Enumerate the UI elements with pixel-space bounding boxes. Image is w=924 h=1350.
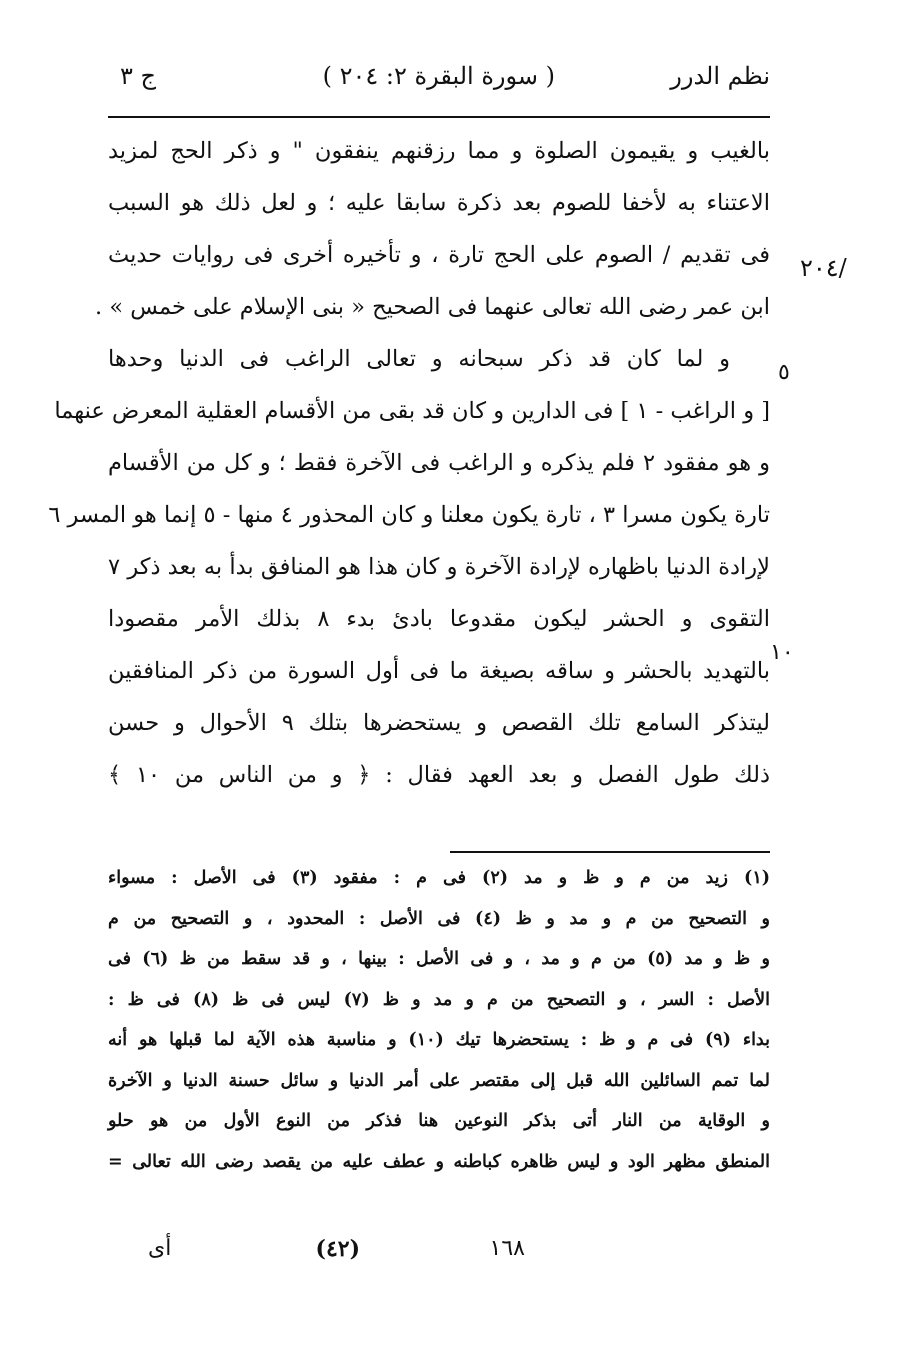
surah-reference: ( سورة البقرة ٢: ٢٠٤ ): [322, 62, 555, 90]
text-line: فى تقديم / الصوم على الحج تارة ، و تأخيره أخرى فى روايات حديث: [108, 242, 770, 268]
footnote-line: بداء (٩) فى م و ظ : يستحضرها تيك (١٠) و مناسبة هذه الآية لما قبلها هو أنه: [108, 1030, 770, 1050]
main-text: [48, 128, 771, 804]
text-line: و هو مفقود ٢ فلم يذكره و الراغب فى الآخرة فقط ؛ و كل من الأقسام: [108, 450, 770, 476]
footnote-line: لما تمم السائلين الله قبل إلى مقتصر على أمر الدنيا و سائل حسنة الدنيا و الآخرة: [108, 1070, 770, 1091]
text-line: التقوى و الحشر ليكون مقدوعا بادئ بدء ٨ بذلك الأمر مقصودا: [108, 606, 770, 632]
volume-number: ج ٣: [120, 62, 157, 90]
page-number: ١٦٨: [489, 1236, 525, 1261]
text-line: ذلك طول الفصل و بعد العهد فقال : ﴿ و من الناس من ١٠ ﴾: [108, 762, 771, 788]
text-line: لإرادة الدنيا باظهاره لإرادة الآخرة و كان هذا هو المنافق بدأ به بعد ذكر ٧: [108, 554, 770, 580]
footnotes: [108, 858, 770, 1182]
catchword: أى: [148, 1236, 172, 1261]
footnote-rule: [450, 851, 770, 853]
text-line: الاعتناء به لأخفا للصوم بعد ذكرة سابقا عليه ؛ و لعل ذلك هو السبب: [108, 190, 770, 216]
text-line: ابن عمر رضى الله تعالى عنهما فى الصحيح « بنى الإسلام على خمس » .: [95, 294, 770, 320]
text-line: بالتهديد بالحشر و ساقه بصيغة ما فى أول السورة من ذكر المنافقين: [108, 658, 770, 684]
footnote-line: (١) زيد من م و ظ و مد (٢) فى م : مفقود (٣) فى الأصل : مسواء: [108, 868, 771, 888]
margin-verse-number: /٢٠٤: [800, 254, 847, 282]
margin-line-10: ١٠: [770, 640, 794, 665]
footnote-line: و التصحيح من م و مد و ظ (٤) فى الأصل : المحدود ، و التصحيح من م: [108, 908, 771, 929]
text-line: [ و الراغب - ١ ] فى الدارين و كان قد بقى من الأقسام العقلية المعرض عنهما: [54, 398, 770, 424]
text-line: تارة يكون مسرا ٣ ، تارة يكون معلنا و كان المحذور ٤ منها - ٥ إنما هو المسر ٦: [48, 502, 770, 528]
text-line: و لما كان قد ذكر سبحانه و تعالى الراغب فى الدنيا وحدها: [108, 346, 730, 372]
text-line: ليتذكر السامع تلك القصص و يستحضرها بتلك ٩ الأحوال و حسن: [108, 710, 770, 736]
book-title: نظم الدرر: [670, 62, 770, 90]
text-line: بالغيب و يقيمون الصلوة و مما رزقنهم ينفقون " و ذكر الحج لمزيد: [108, 138, 770, 164]
footnote-line: المنطق مظهر الود و ليس ظاهره كباطنه و عطف عليه من يقصد رضى الله تعالى =: [108, 1151, 770, 1172]
running-header: [100, 62, 770, 102]
signature-mark: (٤٢): [315, 1236, 360, 1262]
header-rule: [108, 116, 770, 118]
margin-line-5: ٥: [778, 360, 790, 385]
page-footer: [100, 1236, 780, 1276]
footnote-line: الأصل : السر ، و التصحيح من م و مد و ظ (٧) ليس فى ظ (٨) فى ظ :: [108, 989, 770, 1010]
footnote-line: و الوقاية من النار أتى بذكر النوعين هنا فذكر من النوع الأول من هو حلو: [108, 1111, 770, 1131]
footnote-line: و ظ و مد (٥) من م و مد ، و فى الأصل : بينها ، و قد سقط من ظ (٦) فى: [108, 949, 771, 969]
